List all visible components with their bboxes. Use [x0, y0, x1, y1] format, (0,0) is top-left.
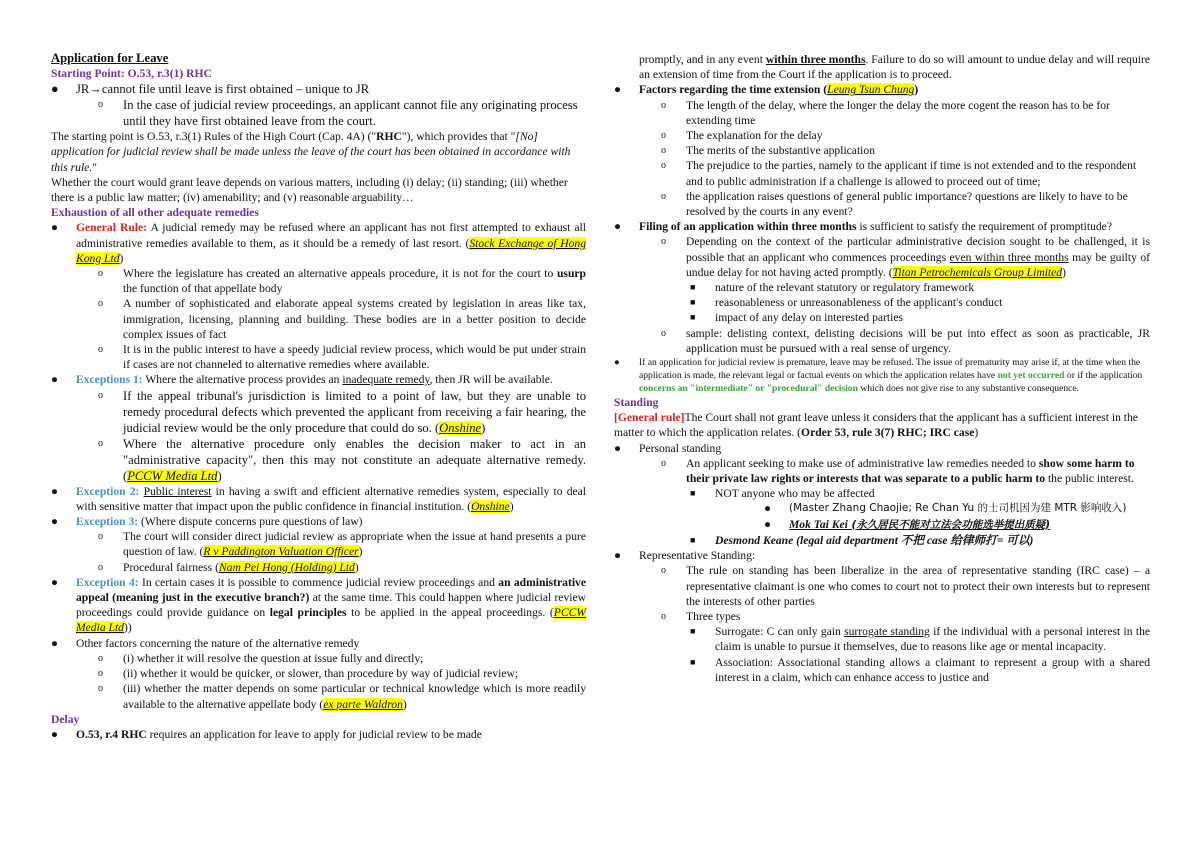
list-item: o The court will consider direct judicial review as appropriate when the issue at hand presents a pure question of law. (R v Paddington Valuation Officer) — [98, 530, 586, 559]
list-item: o The merits of the substantive application — [661, 144, 875, 158]
list-item: ■ Association: Associational standing allows a claimant to represent a group with a shared interest in a claim, which can enhance access to justice and — [690, 655, 1150, 684]
list-item: o The length of the delay, where the longer the delay the more cogent the reason has to be for extending time — [661, 98, 1110, 127]
case-citation: Stock Exchange of Hong Kong Ltd — [76, 236, 586, 265]
list-item: ■ nature of the relevant statutory or regulatory framework — [690, 281, 975, 295]
list-item — [51, 97, 586, 129]
square-bullet-icon: ■ — [690, 282, 696, 293]
bullet-icon: ● — [51, 221, 59, 235]
list-item: ● Personal standing — [614, 441, 722, 455]
case-citation: R v Paddington Valuation Officer — [203, 545, 359, 559]
square-bullet-icon: ■ — [690, 488, 696, 499]
case-citation: Nam Pei Hong (Holding) Ltd — [218, 560, 355, 574]
list-item: o It is in the public interest to have a speedy judicial review process, which would be put under strain if cases are not channeled to alternative remedies where available. — [98, 343, 586, 372]
case-citation: Onshine — [439, 420, 482, 435]
leave-factors-paragraph: Whether the court would grant leave depends on various matters, including (i) delay; (ii) standing; (iii) whether there is a public law matter; (iv) amenability; and (v) reasonable arguability… — [51, 175, 568, 205]
list-item: ● Mok Tai Kei (永久居民不能对立法会功能选举提出质疑) — [764, 517, 1051, 531]
starting-point-paragraph: The starting point is O.53, r.3(1) Rules of the High Court (Cap. 4A) ("RHC"), which provides that "[No] application for judicial review shall be made unless the leave of the court has been obtained in accordance with this rule." — [51, 130, 571, 174]
bullet-icon: ● — [614, 549, 622, 563]
bullet-icon: ● — [614, 220, 622, 234]
hollow-bullet-icon: o — [661, 130, 666, 142]
hollow-bullet-icon: o — [98, 652, 103, 664]
hollow-bullet-icon: o — [661, 160, 666, 172]
list-item: o The explanation for the delay — [661, 129, 823, 143]
list-item: o The prejudice to the parties, namely to the applicant if time is not extended and to the respondent and to public administration if a challenge is allowed to proceed out of time; — [661, 159, 1137, 188]
list-item: o (ii) whether it would be quicker, or slower, than procedure by way of judicial review; — [98, 667, 519, 681]
list-item: ● Exception 2: Public interest in having a swift and efficient alternative remedies system, especially to deal with sensitive matter that impact upon the public confidence in financial institution. (Onshine) — [51, 484, 587, 513]
list-item: o sample: delisting context, delisting decisions will be put into effect as soon as practicable, JR application must be pursued with a real sense of urgency. — [661, 326, 1150, 355]
list-item: ● Exception 3: (Where dispute concerns pure questions of law) — [51, 515, 363, 529]
hollow-bullet-icon: o — [98, 561, 103, 573]
bullet-icon: ● — [614, 441, 622, 455]
standing-heading: Standing — [614, 396, 659, 410]
hollow-bullet-icon: o — [661, 565, 666, 577]
list-item: ■ Surrogate: C can only gain surrogate standing if the individual with a personal interest in the claim is unable to pursue it themselves, due to reasons like age or mental incapacity. — [690, 625, 1151, 654]
square-bullet-icon: ■ — [690, 626, 696, 637]
hollow-bullet-icon: o — [661, 99, 666, 111]
bullet-icon: ● — [51, 727, 59, 741]
hollow-bullet-icon: o — [661, 327, 666, 339]
exhaustion-heading: Exhaustion of all other adequate remedies — [51, 206, 259, 220]
jr-bullet-text: JR→cannot file until leave is first obtained – unique to JR — [76, 82, 370, 97]
hollow-bullet-icon: o — [661, 236, 666, 248]
hollow-bullet-icon: o — [98, 298, 103, 310]
list-item: o Three types — [661, 609, 741, 623]
list-item: ● If an application for judicial review is premature, leave may be refused. The issue of prematurity may arise if, at the time when the application is made, the relevant legal or factual events on which the application relates have not yet occurred or if the application concerns an "intermediate" or "procedural" decision which does not give rise to any substantive consequence. — [614, 357, 1143, 395]
list-item: o A number of sophisticated and elaborate appeal systems created by legislation in areas like tax, immigration, licensing, planning and building. These bodies are in a better position to decide complex issues of fact — [98, 297, 586, 341]
delay-heading: Delay — [51, 712, 80, 726]
list-item: o the application raises questions of general public importance? questions are likely to have to be resolved by the courts in any event? — [661, 189, 1128, 219]
case-citation: PCCW Media Ltd — [127, 468, 218, 483]
hollow-bullet-icon: o — [98, 268, 103, 280]
list-item: ● O.53, r.4 RHC requires an application for leave to apply for judicial review to be made — [51, 727, 482, 741]
standing-general-rule: [General rule]The Court shall not grant leave unless it considers that the applicant has a sufficient interest in the matter to which the application relates. (Order 53, rule 3(7) RHC; IRC case) — [614, 411, 1138, 440]
bullet-icon: ● — [51, 484, 59, 498]
hollow-bullet-icon: o — [661, 610, 666, 622]
list-item: o If the appeal tribunal's jurisdiction is limited to a point of law, but they are unable to remedy procedural defects which prevented the applicant from receiving a fair hearing, the judicial review would be the only procedure that could do so. (Onshine) — [98, 388, 586, 435]
case-citation: Leung Tsun Chung — [827, 83, 915, 97]
list-item: ■ reasonableness or unreasonableness of the applicant's conduct — [690, 296, 1003, 310]
list-item: ■ Desmond Keane (legal aid department 不把 case 给律师打= 可以) — [690, 533, 1034, 547]
hollow-bullet-icon: o — [98, 683, 103, 695]
list-item: o (iii) whether the matter depends on some particular or technical knowledge which is more readily available to the alternative appellate body (ex parte Waldron) — [98, 682, 586, 711]
case-citation: PCCW Media Ltd — [76, 606, 587, 635]
list-item: ● Exception 4: In certain cases it is possible to commence judicial review proceedings and an administrative appeal (meaning just in the executive branch?) at the same time. This could happen where judicial review proceedings could provide guidance on legal principles to be applied in the appeal proceedings. (PCCW Media Ltd)) — [51, 575, 587, 635]
square-bullet-icon: ■ — [690, 534, 696, 545]
bullet-icon: ● — [764, 517, 772, 531]
hollow-bullet-icon: o — [661, 145, 666, 157]
list-item: o (i) whether it will resolve the question at issue fully and directly; — [98, 651, 424, 665]
bullet-icon: ● — [764, 502, 772, 516]
right-column — [614, 52, 1150, 685]
list-item: o Where the legislature has created an alternative appeals procedure, it is not for the court to usurp the function of that appellate body — [98, 267, 586, 296]
list-item — [51, 81, 586, 97]
case-citation: ex parte Waldron — [323, 697, 403, 711]
bullet-icon: ● — [614, 83, 622, 97]
rule-quote: [No] application for judicial review shall be made unless the leave of the court has been obtained in accordance with this rule. — [51, 130, 571, 174]
left-column — [51, 50, 586, 742]
bullet-icon: ● — [51, 636, 59, 650]
bullet-icon: ● — [51, 515, 59, 529]
list-item: ● Factors regarding the time extension (Leung Tsun Chung) — [614, 83, 919, 97]
hollow-bullet-icon: o — [98, 668, 103, 680]
list-item: promptly, and in any event within three months. Failure to do so will amount to undue delay and will require an extension of time from the Court if the application is to proceed. — [639, 53, 1150, 82]
bullet-icon: ● — [51, 82, 59, 97]
hollow-bullet-icon: o — [661, 190, 666, 202]
hollow-bullet-icon: o — [98, 389, 103, 401]
bullet-icon: ● — [614, 357, 620, 369]
list-item: o Depending on the context of the particular administrative decision sought to be challenged, it is possible that an applicant who commences proceedings even within three months may be guilty of undue delay for not having acted promptly. (Titan Petrochemicals Group Limited) — [661, 235, 1150, 279]
square-bullet-icon: ■ — [690, 297, 696, 308]
list-item: ● Filing of an application within three months is sufficient to satisfy the requirement of promptitude? — [614, 220, 1112, 234]
hollow-bullet-icon: o — [98, 99, 103, 111]
case-citation: Onshine — [471, 499, 510, 513]
square-bullet-icon: ■ — [690, 312, 696, 323]
list-item: ● (Master Zhang Chaojie; Re Chan Yu 的士司机因为建 MTR 影响收入) — [764, 502, 1127, 516]
hollow-bullet-icon: o — [98, 437, 103, 449]
case-citation: Titan Petrochemicals Group Limited — [892, 265, 1063, 279]
hollow-bullet-icon: o — [98, 531, 103, 543]
list-item: ● General Rule: A judicial remedy may be refused where an applicant has not first attempted to exhaust all administrative remedies available to them, as it should be a remedy of last resort. (Stock Exchange of Hong Kong Ltd) — [51, 221, 586, 265]
list-item: o An applicant seeking to make use of administrative law remedies needed to show some harm to their private law rights or interests that was separate to a public harm to the public interest. — [661, 456, 1135, 486]
list-item: ● Other factors concerning the nature of the alternative remedy — [51, 636, 360, 650]
jr-sub-text: In the case of judicial review proceedings, an applicant cannot file any originating process until they have first obtained leave from the court. — [123, 98, 578, 129]
list-item: ● Representative Standing: — [614, 549, 756, 563]
hollow-bullet-icon: o — [661, 457, 666, 469]
bullet-icon: ● — [51, 373, 59, 387]
list-item: o Procedural fairness (Nam Pei Hong (Holding) Ltd) — [98, 560, 359, 574]
list-item: ● Exceptions 1: Where the alternative process provides an inadequate remedy, then JR will be available. — [51, 373, 553, 387]
list-item: ■ impact of any delay on interested parties — [690, 311, 904, 325]
list-item: ■ NOT anyone who may be affected — [690, 487, 875, 501]
square-bullet-icon: ■ — [690, 656, 696, 667]
bullet-icon: ● — [51, 575, 59, 589]
list-item: o Where the alternative procedure only enables the decision maker to act in an "administrative capacity", then this may not constitute an adequate alternative remedy. (PCCW Media Ltd) — [98, 436, 586, 483]
section-heading-application-for-leave: Application for Leave — [51, 51, 169, 65]
starting-point-heading: Starting Point: O.53, r.3(1) RHC — [51, 67, 212, 80]
hollow-bullet-icon: o — [98, 344, 103, 356]
list-item: o The rule on standing has been liberalize in the area of representative standing (IRC case) – a representative claimant is one who comes to court not to protect their own interests but to represent the interests of other parties — [661, 564, 1150, 608]
